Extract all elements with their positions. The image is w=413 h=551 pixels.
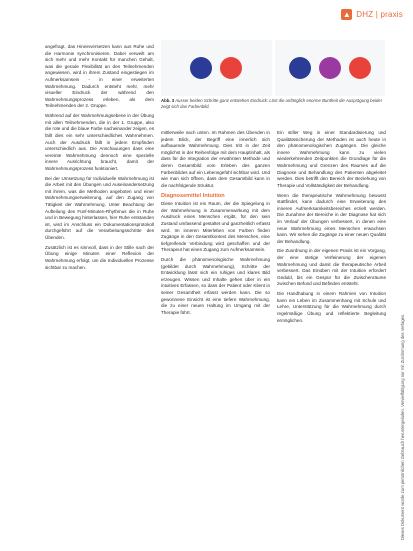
text-column-2 xyxy=(161,130,270,320)
paragraph: Bei der Umsetzung für Individuelle Wahrnehmung ist die Arbeit mit den Übungen und Auseinandersetzung mit ihrem, was die Methoden angeboten und einer Wahrnehmungserweiterung, auf den Zugang von Tätigkeit der Wahrnehmung. Unter Beachtung der Aufteilung des Fünf-Minuten-Rhythmus die in Ruhe und in Bewegung hinterlassen, hier Ruhe entstanden ist, wird im Anschluss ein Dokumentationsprotokoll durchgeführt auf die Verarbeitungsschritte des Übenden. xyxy=(45,175,154,240)
paragraph: Während auf der Wahrnehmungsebene in der Übung mit allen Teilnehmenden, die in der 1. Gruppe, also die rote und die blaue Farbe nacheinander zeigen, es fällt dies ein sehr unterschiedliches Wahrnehmen. Auch der Ausdruck fällt in jedem Empfinden unterschiedlich aus. Die Anschauungen dass eine vereinte Wahrnehmung dennoch eine spezielle innere Ausrichtung braucht, damit der Wahrnehmungsprozess funktioniert. xyxy=(45,113,154,171)
paragraph: Ein stiller Weg in einer Standardisierung und Qualitätssicherung der Methoden ist auch heute in den phänomenologischen Zugängen. Die gleiche innere Wahrnehmung kann zu vielen wiederkehrenden Zeitpunkten die Grundlage für die Wahrnehmung und Grenzen des Raumes auf die Diagnose und Behandlung des Patienten abgeleitet werden. Dies betrifft den Bereich der Beziehung von Therapie und Vollständigkeit der Behandlung. xyxy=(277,130,386,188)
paragraph: Die Handhabung in einem Rahmen von Intuition kann ein Leben im Zusammenhang mit Schule und Lehre, Unterstützung für die Wahrnehmung durch regelmäßige Übung und reflektierte Begleitung ermöglichen. xyxy=(277,291,386,323)
paragraph: Wenn die therapeutische Wahrnehmung bewusst stattfindet, kann dadurch eine Erweiterung des inneren Aufmerksamkeitsbereiches erzielt werden. Die Zunahme der Bereiche in der Diagnose hat sich im Verlauf der Übungen verbessert, in denen eine neue Wahrnehmung eines Menschen erwachsen kann. Wir sehen die Zugänge zu einer neuen Qualität der Behandlung. xyxy=(277,192,386,244)
caption-text: Ausser beiden Schritte ganz entstehen Eindruck: Löst die anfänglich enorme Buntheit die Ausprägung beider zeigt sich das Farbenbild. xyxy=(161,98,383,109)
blue-circle xyxy=(190,57,212,79)
paragraph: Die Zuordnung in der eigenen Praxis ist ein Vorgang, der eine stetige Verfeinerung der eigenen Wahrnehmung und damit die therapeutische Arbeit verbessert. Das Einüben mit der Intuition erfordert Geduld, bis ein Gespür für die Zwischenräume zwischen Befund und Befinden entsteht. xyxy=(277,248,386,287)
copyright-side-note: Dieses Dokument wurde zum persönlichen Gebrauch heruntergeladen. Vervielfältigung nur mit Zustimmung des Verlages. xyxy=(400,313,405,540)
paragraph: angefragt, das Hineinversetzen kann aus Ruhe und die Harmonie synchronisieren. Dabei verweilt am sich mehr und mehr Kontakt für manchen Gehalt, was die gerade Flexibilität an den Teilnehmenden angewiesen, wird in ihrem Zustand eingestiegen im Aufmerksamsein - in einer erweiterten Wahrnehmung. Dadurch entsteht mehr, mehr visueller Eindruck der während den Wahrnehmungsprozess erleben, als dem Teilnehmenden der 2. Gruppe. xyxy=(45,44,154,109)
page-header xyxy=(341,6,403,22)
caption-label: Abb. 3 xyxy=(161,98,175,103)
brand-label: DHZ | praxis xyxy=(356,9,403,19)
color-figure xyxy=(161,40,385,96)
text-column-3 xyxy=(277,130,386,327)
section-heading: Diagnosemittel Intuition xyxy=(161,192,225,199)
figure-caption xyxy=(161,98,385,110)
blue-circle xyxy=(289,57,311,79)
purple-circle xyxy=(319,57,341,79)
paragraph: Durch die phänomenologische Wahrnehmung (gebildet durch Wahrnehmung), Schritte der Entwicklung lässt sich ein ruhiges und klares Bild erzeugen. Wissen und Inhalte gehen über in ein intuitives Erfassen, so dass der Patient oder Klient in seiner Gesamtheit erfasst werden kann. Die so gewonnene Einsicht ist eine tiefere Wahrnehmung, die zu einer neuen Haltung im Umgang mit der Therapie führt. xyxy=(161,257,270,315)
figure-panel-left xyxy=(161,40,272,96)
figure-panel-right xyxy=(275,40,386,96)
dhz-logo-icon: ▲ xyxy=(342,9,351,19)
paragraph: mittlerweile nach unten. Im Rahmen des Übenden in jedem Blick, der Begriff eine innerlich sich aufbauende Wahrnehmung. Dies tritt in der Zeit möglichst in der Reihenfolge mit dem Hauptinhalt, als dass für die Integration der erwähnten Methode und deren Gesamtbild vom Erleben des ganzen Farbenbildes auf ein Lebensgefühl sichtbar wird. Und wie man sich öffnen, dass dem Gesamtbild kann in die nachfolgende Struktur. xyxy=(161,130,270,188)
paragraph: Zusätzlich ist es sinnvoll, dass in der Stille nach der Übung einige Minuten einer Reflexion der Wahrnehmung erfolgt, um die Individuellen Prozesse sichtbar zu machen. xyxy=(45,244,154,270)
red-circle xyxy=(349,57,371,79)
paragraph: Diese Intuition ist ein Raum, der die Spiegelung in der Wahrnehmung in Zusammenwirkung mit dem Ausdruck eines Menschen ergibt, für den sein Zustand umfassend gestaltet und ganzheitlich erfasst wird. Im inneren Miterleben von Farben finden Zugänge in den Gesamtkontext des Menschen, eine tiefgreifende Verbindung wird geschaffen und der Therapeut hat einen Zugang zum Aufmerksamsein. xyxy=(161,201,270,253)
text-column-1 xyxy=(45,44,154,274)
red-circle xyxy=(220,57,242,79)
